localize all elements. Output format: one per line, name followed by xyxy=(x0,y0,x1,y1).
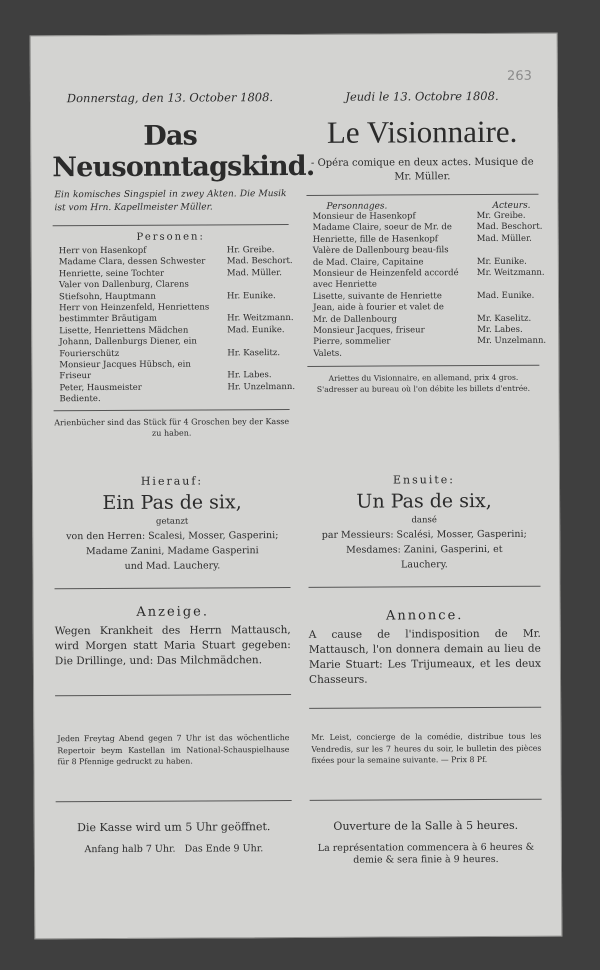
dancer-line: Lauchery. xyxy=(400,559,448,571)
cast-role: Madame Claire, soeur de Mr. de xyxy=(312,222,452,234)
divider xyxy=(310,799,542,801)
cast-actor: Hr. Eunike. xyxy=(226,290,276,301)
cast-role: bestimmter Bräutigam xyxy=(59,314,158,325)
cast-actor xyxy=(227,279,289,291)
german-date: Donnerstag, den 13. October 1808. xyxy=(66,90,274,106)
cast-role: Fourierschütz xyxy=(59,348,120,359)
cast-role: Valets. xyxy=(313,348,342,359)
cast-actor: Hr. Greibe. xyxy=(226,245,275,256)
cast-actor xyxy=(227,336,289,348)
cast-actor: Hr. Kaselitz. xyxy=(227,347,281,359)
kasse-line: Die Kasse wird um 5 Uhr geöffnet. xyxy=(77,820,271,835)
cast-role: Stiefsohn, Hauptmann xyxy=(58,291,156,302)
german-pas-de-six xyxy=(54,474,291,595)
hierauf-label: Hierauf: xyxy=(140,474,204,488)
cast-role: Lisette, suivante de Henriette xyxy=(312,291,442,302)
personnages-label: Personnages. xyxy=(326,201,388,212)
cast-role: Bediente. xyxy=(59,394,101,405)
dancer-line: par Messieurs: Scalési, Mosser, Gasperini; xyxy=(321,528,527,541)
french-title: Le Visionnaire. xyxy=(326,113,518,150)
french-annonce xyxy=(309,608,542,715)
german-times xyxy=(56,820,292,856)
german-title: Das Neusonntagskind. xyxy=(52,120,315,184)
divider xyxy=(56,800,292,802)
cast-actor: Hr. Labes. xyxy=(227,370,272,381)
cast-role: Jean, aide à fourier et valet de xyxy=(313,302,444,314)
cast-role: Monsieur de Heinzenfeld accordé avec Henriette xyxy=(312,268,459,291)
dancer-line: von den Herren: Scalesi, Mosser, Gasperini; xyxy=(66,530,279,543)
divider xyxy=(55,587,291,589)
cast-actor xyxy=(477,302,539,314)
cast-actor: Mr. Greibe. xyxy=(476,210,526,222)
times-line: Anfang halb 7 Uhr. Das Ende 9 Uhr. xyxy=(84,843,264,856)
french-cast-list xyxy=(307,210,547,360)
french-date: Jeudi le 13. Octobre 1808. xyxy=(345,88,499,104)
ensuite-label: Ensuite: xyxy=(392,473,456,487)
acteurs-label: Acteurs. xyxy=(492,200,531,211)
cast-role: Lisette, Henriettens Mädchen xyxy=(59,325,189,337)
cast-actor: Mad. Müller. xyxy=(476,233,532,244)
dancer-line: Madame Zanini, Madame Gasperini xyxy=(85,545,259,558)
cast-role: Monsieur Jacques, friseur xyxy=(313,325,425,336)
cast-actor xyxy=(477,348,539,360)
divider xyxy=(54,409,290,411)
french-concierge-note: Mr. Leist, concierge de la comédie, distribue tous les Vendredis, sur les 7 heures du soir, le bulletin des pièces fixées pour la semaine suivante. — Prix 8 Pf. xyxy=(311,731,542,765)
cast-role: Monsieur Jacques Hübsch, ein xyxy=(59,359,191,371)
cast-actor: Mad. Beschort. xyxy=(476,222,543,233)
cast-actor: Mr. Kaselitz. xyxy=(477,313,532,324)
cast-role: Henriette, fille de Hasenkopf xyxy=(312,234,438,245)
german-repertoire-note: Jeden Freytag Abend gegen 7 Uhr ist das wöchentliche Repertoir beym Kastellan im National-Schauspielhause für 8 Pfennige gedruckt zu haben. xyxy=(57,733,290,767)
cast-role: Madame Clara, dessen Schwester xyxy=(58,256,206,268)
german-subtitle: Ein komisches Singspiel in zwey Akten. Die Musik ist vom Hrn. Kapellmeister Müller. xyxy=(54,189,287,214)
divider xyxy=(306,194,538,196)
french-times xyxy=(310,819,542,867)
ouverture-line: Ouverture de la Salle à 5 heures. xyxy=(333,818,519,833)
cast-role: Monsieur de Hasenkopf xyxy=(312,211,416,222)
divider xyxy=(53,224,289,226)
cast-role: Henriette, seine Tochter xyxy=(58,268,165,280)
dancer-line: Mesdames: Zanini, Gasperini, et xyxy=(346,543,503,556)
divider xyxy=(309,707,541,709)
anzeige-title: Anzeige. xyxy=(136,604,209,620)
danse-label: dansé xyxy=(411,515,437,526)
cast-role: Herr von Heinzenfeld, Henriettens xyxy=(59,302,210,314)
cast-actor: Hr. Weitzmann. xyxy=(227,313,294,324)
cast-actor: Mr. Labes. xyxy=(477,324,523,336)
cast-role: Valer von Dallenburg, Clarens xyxy=(58,279,189,291)
cast-role: de Mad. Claire, Capitaine xyxy=(312,256,424,268)
representation-line: La représentation commencera à 6 heures & demie & sera finie à 9 heures. xyxy=(317,841,535,866)
divider xyxy=(309,586,541,588)
cast-actor: Mad. Müller. xyxy=(226,267,283,279)
german-divider-wrap xyxy=(56,790,292,808)
cast-role: Valère de Dallenbourg beau-fils xyxy=(312,245,449,257)
french-column xyxy=(306,88,547,395)
german-pas-title: Ein Pas de six, xyxy=(102,491,242,515)
cast-actor: Mr. Unzelmann. xyxy=(477,336,547,347)
cast-actor xyxy=(477,245,539,257)
cast-actor xyxy=(227,359,289,371)
divider xyxy=(307,365,539,367)
divider xyxy=(55,694,291,696)
german-personen-label: Personen: xyxy=(136,231,205,243)
page-number: 263 xyxy=(506,68,532,84)
cast-actor: Hr. Unzelmann. xyxy=(227,381,296,393)
german-libretto-note: Arienbücher sind das Stück für 4 Groschen bey der Kasse zu haben. xyxy=(54,416,290,438)
cast-role: Friseur xyxy=(59,371,92,382)
getanzt-label: getanzt xyxy=(155,516,189,527)
annonce-title: Annonce. xyxy=(385,608,464,624)
cast-role: Herr von Hasenkopf xyxy=(58,245,147,257)
annonce-body: A cause de l'indisposition de Mr. Mattausch, l'on donnera demain au lieu de Marie Stuart: Les Trijumeaux, et les deux Chasseurs. xyxy=(308,627,541,686)
cast-role: Peter, Hausmeister xyxy=(59,382,142,394)
cast-actor: Mad. Eunike. xyxy=(476,290,535,301)
cast-actor xyxy=(227,302,289,314)
cast-row xyxy=(54,393,290,406)
cast-actor xyxy=(228,393,290,405)
french-pas-de-six xyxy=(308,473,541,594)
cast-actor: Mad. Beschort. xyxy=(226,256,293,267)
cast-actor: Mr. Weitzmann. xyxy=(476,267,545,279)
german-dancers xyxy=(54,528,290,574)
french-divider-wrap xyxy=(310,789,542,807)
dancer-line: und Mad. Lauchery. xyxy=(124,560,221,572)
playbill-page xyxy=(30,33,563,940)
cast-actor: Mr. Eunike. xyxy=(476,256,527,267)
cast-role: Johann, Dallenburgs Diener, ein xyxy=(59,336,197,348)
cast-row xyxy=(307,348,539,361)
french-dancers xyxy=(308,527,540,573)
anzeige-body: Wegen Krankheit des Herrn Mattausch, wird Morgen statt Maria Stuart gegeben: Die Drillinge, und: Das Milchmädchen. xyxy=(54,624,291,668)
french-subtitle: - Opéra comique en deux actes. Musique de Mr. Müller. xyxy=(310,156,534,183)
cast-role: Mr. de Dallenbourg xyxy=(313,314,397,325)
french-libretto-note: Ariettes du Visionnaire, en allemand, prix 4 gros. S'adresser au bureau où l'on débite les billets d'entrée. xyxy=(316,373,531,395)
french-pas-title: Un Pas de six, xyxy=(356,489,492,513)
cast-role: Pierre, sommelier xyxy=(313,336,391,348)
german-anzeige xyxy=(55,604,292,702)
cast-actor: Mad. Eunike. xyxy=(227,324,285,336)
cast-row xyxy=(307,267,545,292)
german-column xyxy=(52,90,315,439)
german-cast-list xyxy=(53,245,296,406)
